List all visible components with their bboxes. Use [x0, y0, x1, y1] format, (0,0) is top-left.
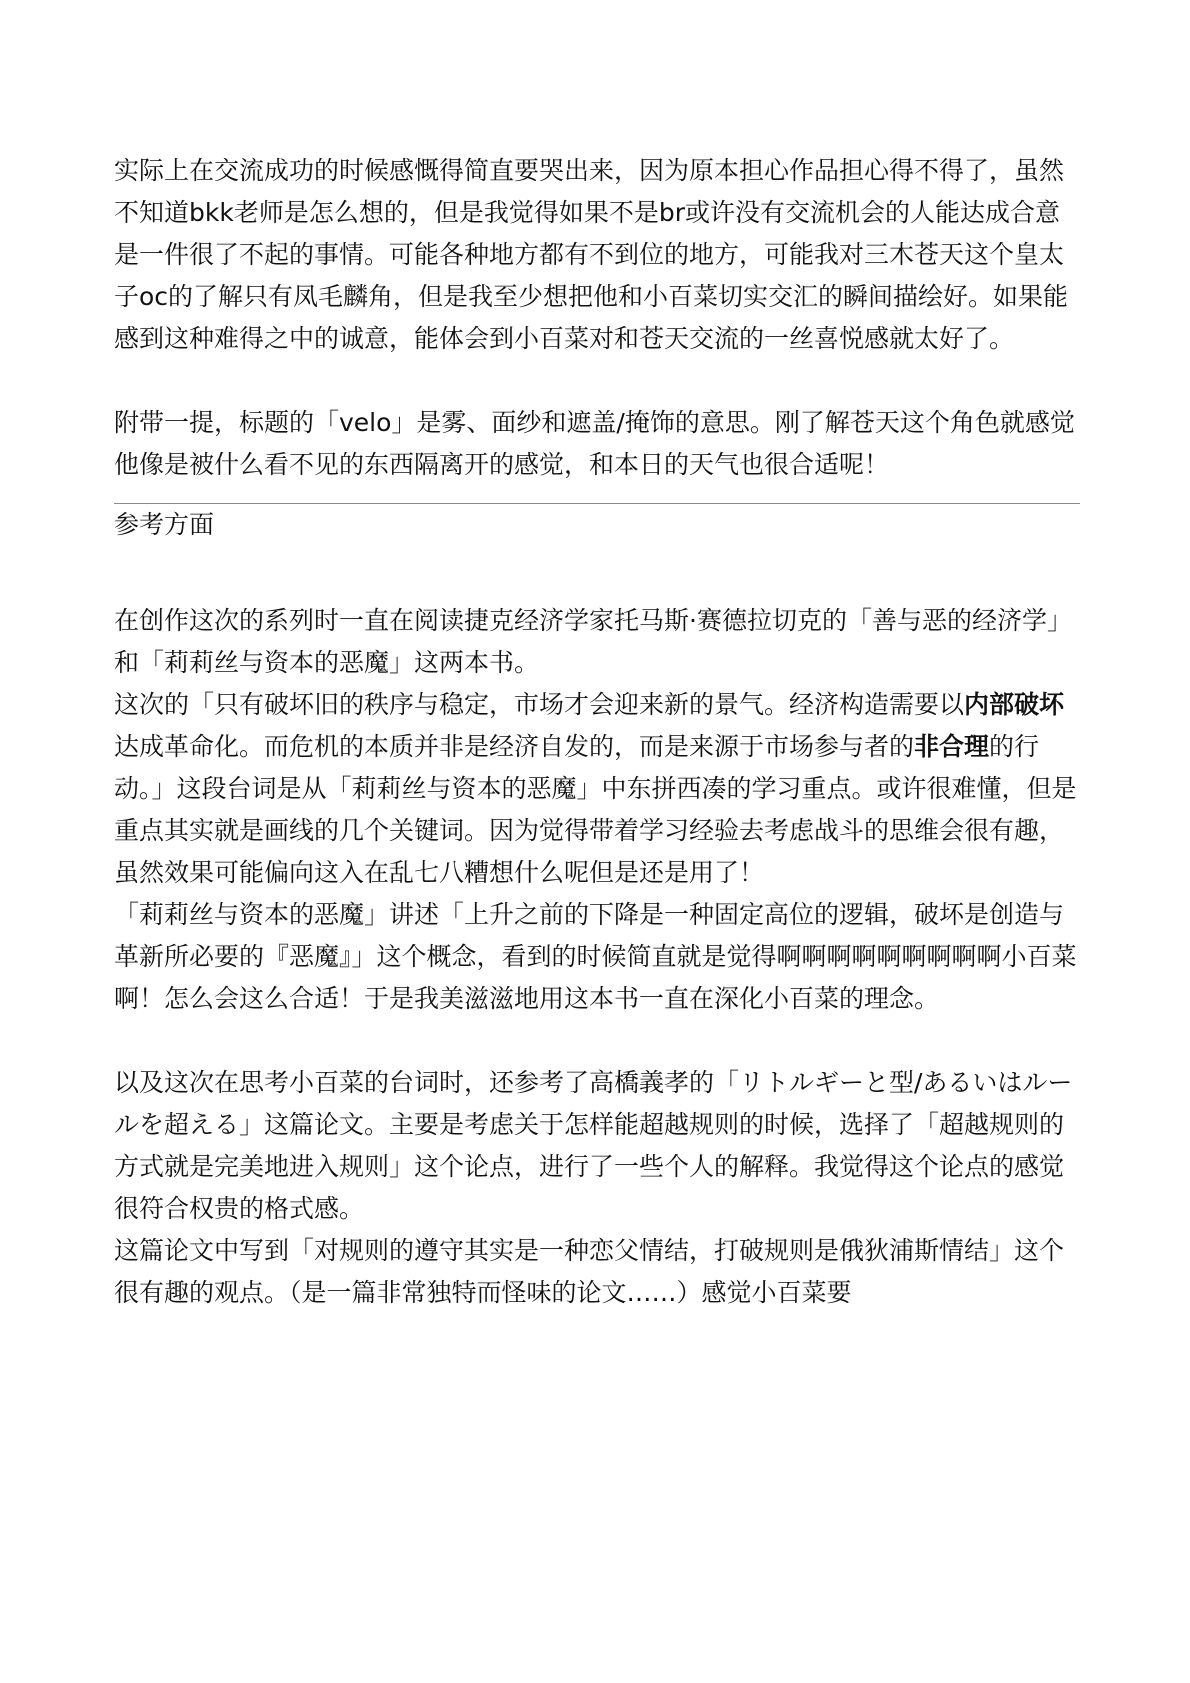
intro-paragraph: 实际上在交流成功的时候感慨得简直要哭出来，因为原本担心作品担心得不得了，虽然不知道bkk老师是怎么想的，但是我觉得如果不是br或许没有交流机会的人能达成合意是一件很了不起的事情。可能各种地方都有不到位的地方，可能我对三木苍天这个皇太子oc的了解只有凤毛麟角，但是我至少想把他和小百菜切实交汇的瞬间描绘好。如果能感到这种难得之中的诚意，能体会到小百菜对和苍天交流的一丝喜悦感就太好了。: [114, 156, 1069, 353]
quote-paragraph: [114, 684, 1080, 894]
thesis-paragraph: 这篇论文中写到「对规则的遵守其实是一种恋父情结，打破规则是俄狄浦斯情结」这个很有趣的观点。（是一篇非常独特而怪味的论文……）感觉小百菜要: [114, 1236, 1065, 1307]
quote-text: 的行动。」这段台词是从「莉莉丝与资本的恶魔」中东拼西凑的学习重点。或许很难懂，但是重点其实就是画线的几个关键词。因为觉得带着学习经验去考虑战斗的思维会很有趣，虽然效果可能偏向这入在乱七八糟想什么呢但是还是用了！: [114, 732, 1077, 887]
keyword-internal-destruction: 内部破坏: [964, 690, 1065, 719]
lilith-paragraph: 「莉莉丝与资本的恶魔」讲述「上升之前的下降是一种固定高位的逻辑，破坏是创造与革新所必要的『恶魔』」这个概念，看到的时候简直就是觉得啊啊啊啊啊啊啊啊啊小百菜啊！怎么会这么合适！于是我美滋滋地用这本书一直在深化小百菜的理念。: [114, 900, 1077, 1013]
paragraph-spacer: [114, 546, 1080, 600]
reference-books-paragraph: 在创作这次的系列时一直在阅读捷克经济学家托马斯·赛德拉切克的「善与恶的经济学」和「莉莉丝与资本的恶魔」这两本书。: [114, 606, 1072, 677]
takahashi-paragraph: 以及这次在思考小百菜的台词时，还参考了高橋義孝的「リトルギーと型/あるいはルールを超える」这篇论文。主要是考虑关于怎样能超越规则的时候，选择了「超越规则的方式就是完美地进入规则」这个论点，进行了一些个人的解释。我觉得这个论点的感觉很符合权贵的格式感。: [114, 1068, 1073, 1223]
document-body: [114, 150, 1080, 1314]
keyword-irrational: 非合理: [914, 732, 990, 761]
quote-text: 达成革命化。而危机的本质并非是经济自发的，而是来源于市场参与者的: [114, 732, 915, 761]
title-note-paragraph: 附带一提，标题的「velo」是雾、面纱和遮盖/掩饰的意思。刚了解苍天这个角色就感觉他像是被什么看不见的东西隔离开的感觉，和本日的天气也很合适呢！: [114, 408, 1075, 479]
quote-text: 这次的「只有破坏旧的秩序与稳定，市场才会迎来新的景气。经济构造需要以: [114, 690, 965, 719]
section-heading: 参考方面: [114, 510, 215, 539]
paragraph-spacer: [114, 1020, 1080, 1062]
paragraph-spacer: [114, 360, 1080, 402]
